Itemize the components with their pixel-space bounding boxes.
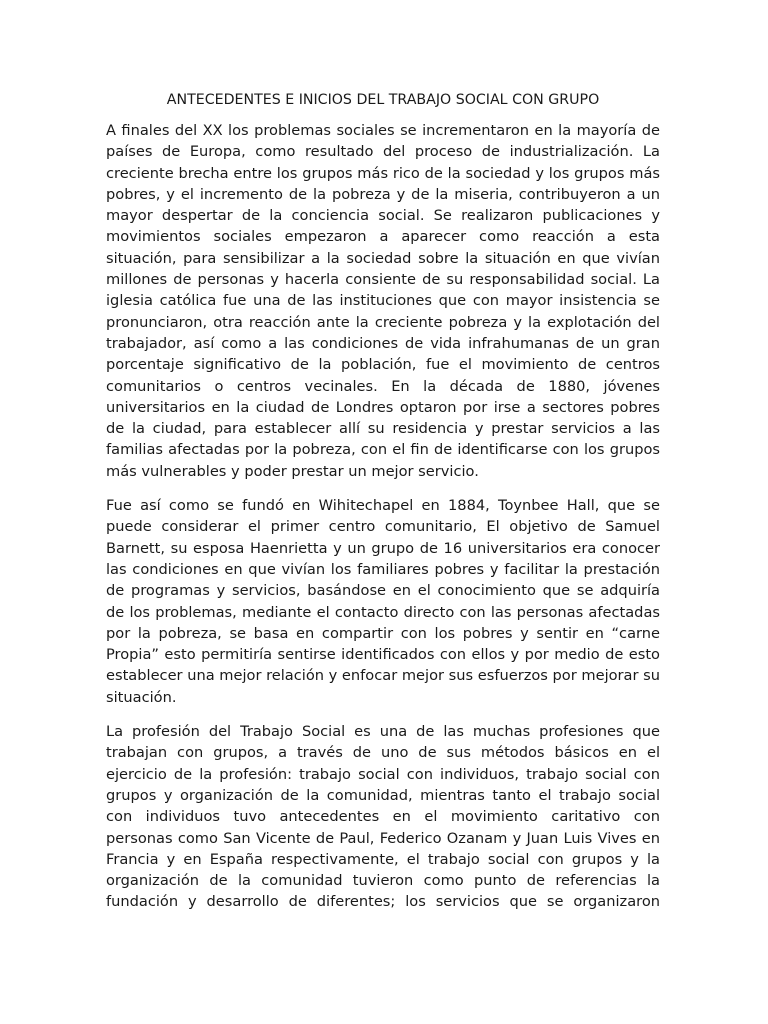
paragraph-1: A finales del XX los problemas sociales se incrementaron en la mayoría de países de Europa, como resultado del proceso de industrialización. La creciente brecha entre los grupos más rico de la sociedad y los grupos más pobres, y el incremento de la pobreza y de la miseria, contribuyeron a un mayor despertar de la conciencia social. Se realizaron publicaciones y movimientos sociales empezaron a aparecer como reacción a esta situación, para sensibilizar a la sociedad sobre la situación en que vivían millones de personas y hacerla consiente de su responsabilidad social. La iglesia católica fue una de las instituciones que con mayor insistencia se pronunciaron, otra reacción ante la creciente pobreza y la explotación del trabajador, así como a las condiciones de vida infrahumanas de un gran porcentaje significativo de la población, fue el movimiento de centros comunitarios o centros vecinales. En la década de 1880, jóvenes universitarios en la ciudad de Londres optaron por irse a sectores pobres de la ciudad, para establecer allí su residencia y prestar servicios a las familias afectadas por la pobreza, con el fin de identificarse con los grupos más vulnerables y poder prestar un mejor servicio. — [106, 122, 660, 480]
paragraph-3: La profesión del Trabajo Social es una de las muchas profesiones que trabajan con grupos, a través de uno de sus métodos básicos en el ejercicio de la profesión: trabajo social con individuos, trabajo social con grupos y organización de la comunidad, mientras tanto el trabajo social con individuos tuvo antecedentes en el movimiento caritativo con personas como San Vicente de Paul, Federico Ozanam y Juan Luis Vives en Francia y en España respectivamente, el trabajo social con grupos y la organización de la comunidad tuvieron como punto de referencias la fundación y desarrollo de diferentes; los servicios que se organizaron — [106, 723, 660, 911]
paragraph-2: Fue así como se fundó en Wihitechapel en 1884, Toynbee Hall, que se puede considerar el primer centro comunitario, El objetivo de Samuel Barnett, su esposa Haenrietta y un grupo de 16 universitarios era conocer las condiciones en que vivían los familiares pobres y facilitar la prestación de programas y servicios, basándose en el conocimiento que se adquiría de los problemas, mediante el contacto directo con las personas afectadas por la pobreza, se basa en compartir con los pobres y sentir en “carne Propia” esto permitiría sentirse identificados con ellos y por medio de esto establecer una mejor relación y enfocar mejor sus esfuerzos por mejorar su situación. — [106, 497, 660, 706]
document-body — [106, 90, 660, 926]
document-title: ANTECEDENTES E INICIOS DEL TRABAJO SOCIAL CON GRUPO — [166, 92, 600, 108]
